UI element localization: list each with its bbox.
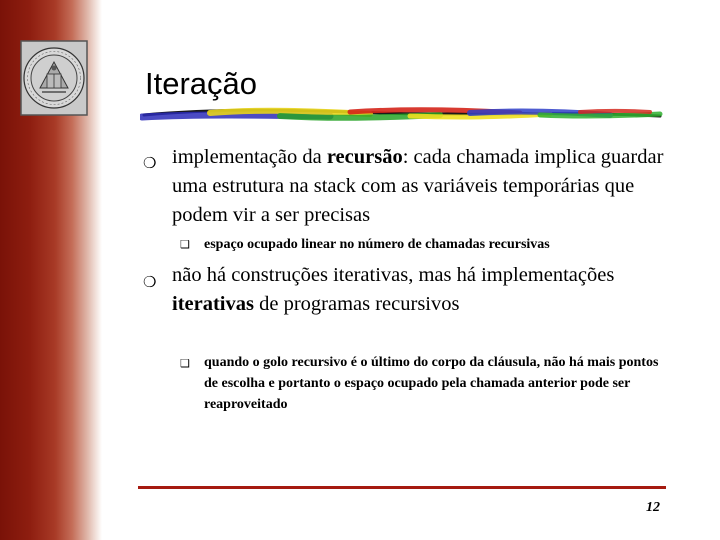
- square-bullet-icon: ❑: [180, 358, 190, 370]
- footer-rule: [138, 486, 666, 489]
- m-bullet-icon: ❍: [143, 275, 157, 291]
- page-number: 12: [646, 500, 660, 515]
- slide-title: Iteração: [145, 66, 258, 101]
- bullet-2-subtext: quando o golo recursivo é o último do corpo da cláusula, não há mais pontos de escolha e portanto o espaço ocupado pela chamada anterior pode ser reaproveitado: [204, 355, 659, 412]
- square-bullet-icon: ❑: [180, 239, 190, 251]
- bullet-1-subtext: espaço ocupado linear no número de chamadas recursivas: [204, 237, 550, 252]
- bullet-2-emphasis: iterativas: [172, 293, 254, 315]
- bullet-2-text: não há construções iterativas, mas há implementações iterativas de programas recursivos: [172, 264, 615, 315]
- bullet-1-emphasis: recursão: [326, 146, 403, 168]
- university-seal-logo: [20, 40, 88, 116]
- title-underline-swash: [140, 102, 665, 124]
- m-bullet-icon: ❍: [143, 156, 157, 172]
- bullet-1-text: implementação da recursão: cada chamada implica guardar uma estrutura na stack com as variáveis temporárias que podem vir a ser precisas: [172, 146, 664, 226]
